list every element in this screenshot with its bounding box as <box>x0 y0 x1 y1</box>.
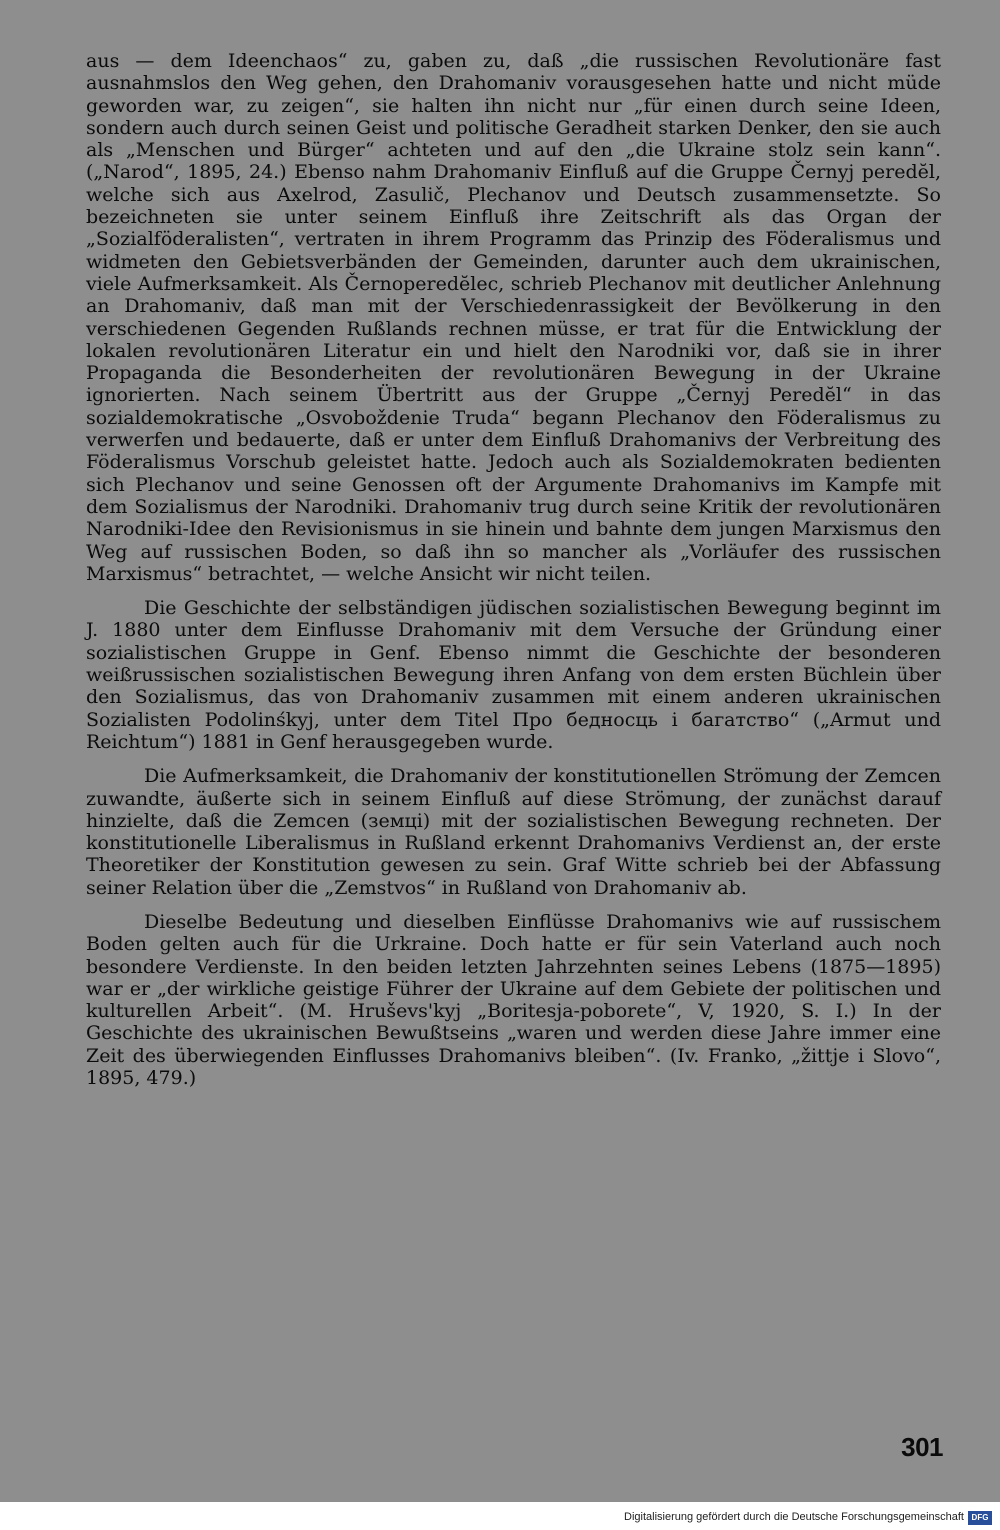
paragraph-2: Die Geschichte der selbständigen jüdischen sozialistischen Bewegung beginnt im J. 1880 unter dem Einflusse Drahomaniv mit dem Versuche der Gründung einer sozialistischen Gruppe in Genf. Ebenso nimmt die Geschichte der besonderen weißrussischen sozialistischen Bewegung ihren Anfang von dem ersten Büchlein über den Sozialismus, das von Drahomaniv zusammen mit einem anderen ukrainischen Sozialisten Podolinśkyj, unter dem Titel Про бедносць і багатство“ („Armut und Reichtum“) 1881 in Genf herausgegeben wurde. <box>86 597 941 753</box>
dfg-logo: DFG <box>968 1511 992 1525</box>
page-number: 301 <box>901 1432 943 1462</box>
paragraph-1: aus — dem Ideenchaos“ zu, gaben zu, daß „die russischen Revolutionäre fast ausnahmslos den Weg gehen, den Drahomaniv vorausgesehen hatte und nicht müde geworden war, zu zeigen“, sie halten ihn nicht nur „für einen durch seine Ideen, sondern auch durch seinen Geist und politische Geradheit starken Denker, den sie auch als „Menschen und Bürger“ achteten und auf den „die Ukraine stolz sein kann“. („Narod“, 1895, 24.) Ebenso nahm Drahomaniv Einfluß auf die Gruppe Černyj peredĕl, welche sich aus Axelrod, Zasulič, Plechanov und Deutsch zusammensetzte. So bezeichneten sie unter seinem Einfluß ihre Zeitschrift als das Organ der „Sozialföderalisten“, vertraten in ihrem Programm das Prinzip des Föderalismus und widmeten den Gebietsverbänden der Gemeinden, darunter auch dem ukrainischen, viele Aufmerksamkeit. Als Černoperedĕlec, schrieb Plechanov mit deutlicher Anlehnung an Drahomaniv, daß man mit der Verschiedenrassigkeit der Bevölkerung in den verschiedenen Gegenden Rußlands rechnen müsse, er trat für die Entwicklung der lokalen revolutionären Literatur ein und hielt den Narodniki vor, daß sie in ihrer Propaganda die Besonderheiten der revolutionären Bewegung in der Ukraine ignorierten. Nach seinem Übertritt aus der Gruppe „Černyj Peredĕl“ in das sozialdemokratische „Osvoboždenie Truda“ begann Plechanov den Föderalismus zu verwerfen und bedauerte, daß er unter dem Einfluß Drahomanivs der Verbreitung des Föderalismus Vorschub geleistet hatte. Jedoch auch als Sozialdemokraten bedienten sich Plechanov und seine Genossen oft der Argumente Drahomanivs im Kampfe mit dem Sozialismus der Narodniki. Drahomaniv trug durch seine Kritik der revolutionären Narodniki-Idee den Revisionismus in sie hinein und bahnte dem jungen Marxismus den Weg auf russischen Boden, so daß ihn so mancher als „Vorläufer des russischen Marxismus“ betrachtet, — welche Ansicht wir nicht teilen. <box>86 50 941 585</box>
footer-credit-text: Digitalisierung gefördert durch die Deutsche Forschungsgemeinschaft <box>624 1511 964 1523</box>
paragraph-4: Dieselbe Bedeutung und dieselben Einflüsse Drahomanivs wie auf russischem Boden gelten auch für die Urkraine. Doch hatte er für sein Vaterland auch noch besondere Verdienste. In den beiden letzten Jahrzehnten seines Lebens (1875—1895) war er „der wirkliche geistige Führer der Ukraine auf dem Gebiete der politischen und kulturellen Arbeit“. (M. Hruševs'kyj „Boritesja-poborete“, V, 1920, S. I.) In der Geschichte des ukrainischen Bewußtseins „waren und werden diese Jahre immer eine Zeit des überwiegenden Einflusses Drahomanivs bleiben“. (Iv. Franko, „žittje i Slovo“, 1895, 479.) <box>86 910 941 1090</box>
footer-bar <box>0 1502 1000 1530</box>
page-body-text <box>86 50 941 1101</box>
paragraph-3: Die Aufmerksamkeit, die Drahomaniv der konstitutionellen Strömung der Zemcen zuwandte, äußerte sich in seinem Einfluß auf diese Strömung, der zunächst darauf hinzielte, daß die Zemcen (земці) mit der sozialistischen Bewegung rechneten. Der konstitutionelle Liberalismus in Rußland erkennt Drahomanivs Verdienst an, der erste Theoretiker der Konstitution gewesen zu sein. Graf Witte schrieb bei der Abfassung seiner Relation über die „Zemstvos“ in Rußland von Drahomaniv ab. <box>86 765 941 899</box>
